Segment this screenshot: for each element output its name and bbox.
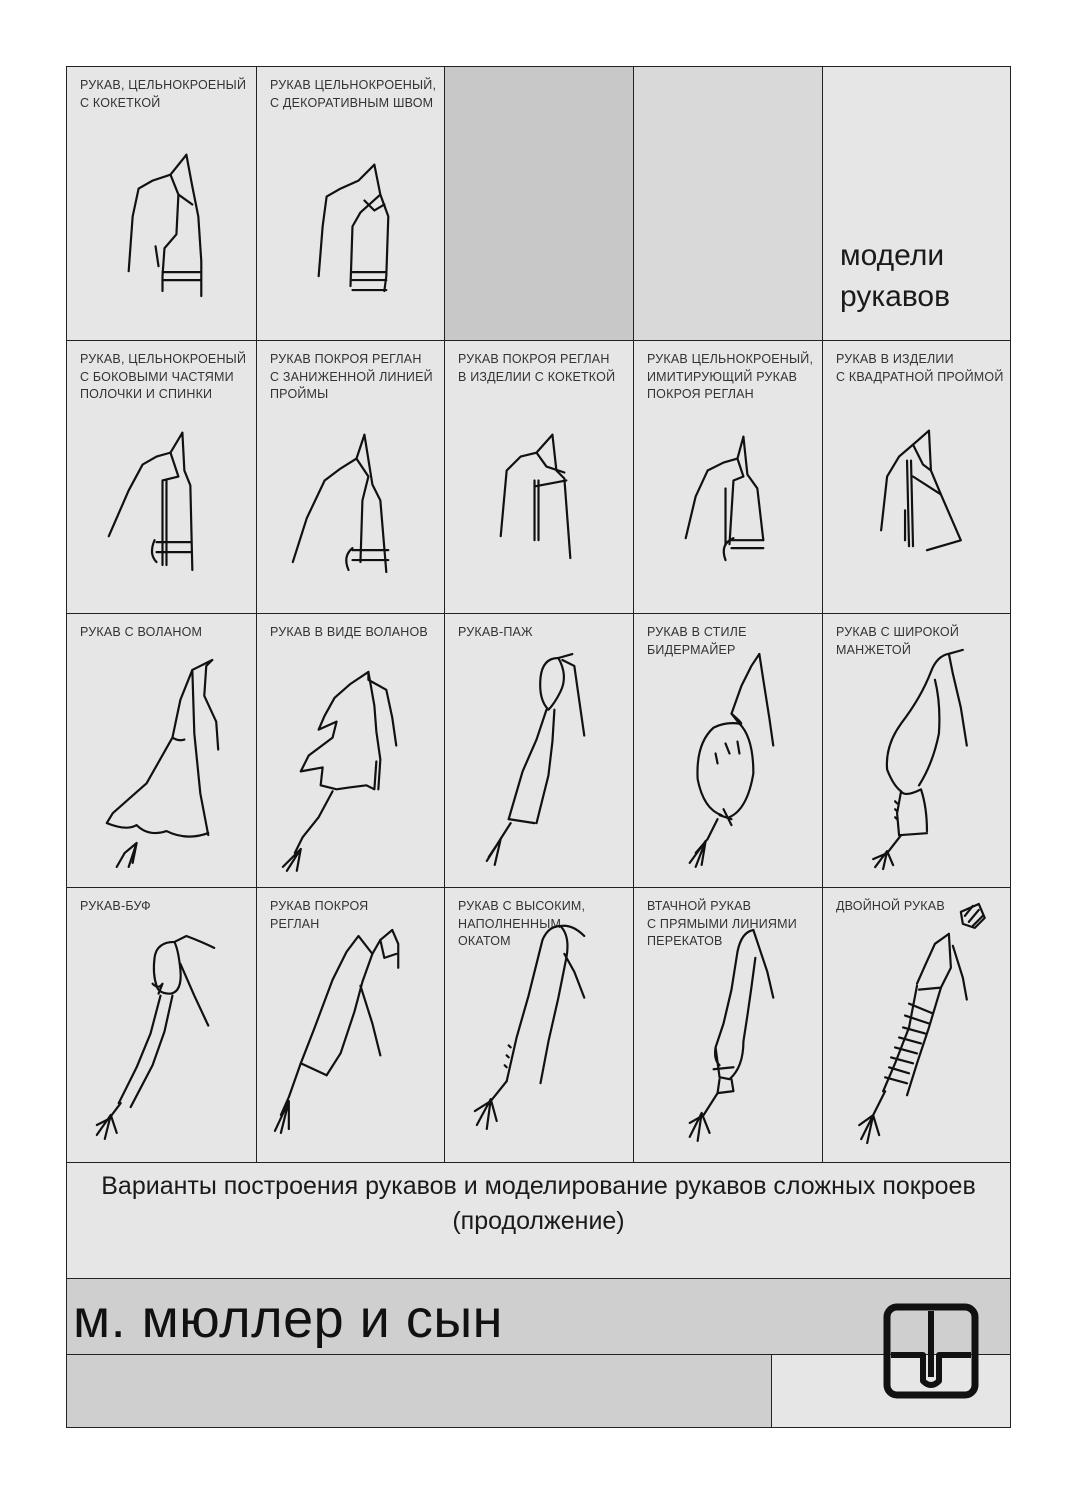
sleeve-sketch-icon — [445, 614, 633, 887]
sleeve-label: РУКАВ, ЦЕЛЬНОКРОЕНЫЙ С БОКОВЫМИ ЧАСТЯМИ ПОЛОЧКИ И СПИНКИ — [80, 352, 247, 401]
sleeve-card — [67, 67, 257, 341]
sleeve-card — [634, 341, 823, 614]
sleeve-label: РУКАВ-БУФ — [80, 899, 151, 913]
sleeve-card — [445, 888, 634, 1163]
sleeve-card — [257, 614, 445, 888]
sleeve-label: РУКАВ ПОКРОЯ РЕГЛАН — [270, 899, 369, 931]
sleeve-card — [67, 341, 257, 614]
sleeve-card — [634, 888, 823, 1163]
sleeve-label: РУКАВ С ШИРОКОЙ МАНЖЕТОЙ — [836, 625, 960, 657]
brand-name: м. мюллер и сын — [73, 1289, 503, 1349]
sleeve-sketch-icon — [823, 614, 1010, 887]
sleeve-sketch-icon — [634, 888, 822, 1162]
sleeve-card — [445, 341, 634, 614]
title-panel — [823, 67, 1010, 341]
sleeve-label: РУКАВ ПОКРОЯ РЕГЛАН С ЗАНИЖЕННОЙ ЛИНИЕЙ ПРОЙМЫ — [270, 352, 433, 401]
sleeve-sketch-icon — [257, 341, 444, 613]
sleeve-label: РУКАВ В ВИДЕ ВОЛАНОВ — [270, 625, 428, 639]
sleeve-label: ВТАЧНОЙ РУКАВ С ПРЯМЫМИ ЛИНИЯМИ ПЕРЕКАТОВ — [647, 899, 797, 948]
sleeve-label: РУКАВ, ЦЕЛЬНОКРОЕНЫЙ С КОКЕТКОЙ — [80, 78, 247, 110]
sleeve-label: РУКАВ В СТИЛЕ БИДЕРМАЙЕР — [647, 625, 747, 657]
sleeve-sketch-icon — [257, 614, 444, 887]
sleeve-label: ДВОЙНОЙ РУКАВ — [836, 899, 945, 913]
sleeve-label: РУКАВ В ИЗДЕЛИИ С КВАДРАТНОЙ ПРОЙМОЙ — [836, 352, 1004, 384]
sleeve-card — [445, 614, 634, 888]
brand-row — [67, 1279, 1010, 1355]
empty-panel — [634, 67, 823, 341]
sleeve-grid — [67, 67, 1010, 1163]
sleeve-sketch-icon — [67, 614, 256, 887]
sleeve-label: РУКАВ ЦЕЛЬНОКРОЕНЫЙ, С ДЕКОРАТИВНЫМ ШВОМ — [270, 78, 437, 110]
sleeve-label: РУКАВ С ВЫСОКИМ, НАПОЛНЕННЫМ ОКАТОМ — [458, 899, 586, 948]
sleeve-sketch-icon — [257, 888, 444, 1162]
sleeve-card — [823, 888, 1010, 1163]
sleeve-card — [634, 614, 823, 888]
sleeve-card — [257, 888, 445, 1163]
sleeve-sketch-icon — [67, 67, 256, 340]
sleeve-sketch-icon — [823, 341, 1010, 613]
sleeve-label: РУКАВ ЦЕЛЬНОКРОЕНЫЙ, ИМИТИРУЮЩИЙ РУКАВ ПОКРОЯ РЕГЛАН — [647, 352, 814, 401]
sleeve-card — [823, 614, 1010, 888]
sleeve-sketch-icon — [257, 67, 444, 340]
mueller-logo-icon — [883, 1303, 979, 1399]
sleeve-sketch-icon — [445, 888, 633, 1162]
sleeve-card — [257, 341, 445, 614]
page-caption: Варианты построения рукавов и моделирование рукавов сложных покроев (продолжение) — [67, 1163, 1010, 1279]
sleeve-card — [67, 888, 257, 1163]
footer-panel-left — [67, 1355, 772, 1427]
sleeve-label: РУКАВ-ПАЖ — [458, 625, 533, 639]
sleeve-sketch-icon — [634, 614, 822, 887]
models-title: модели рукавов — [840, 239, 951, 313]
page-sheet — [66, 66, 1011, 1428]
sleeve-sketch-icon — [67, 341, 256, 613]
sleeve-card — [823, 341, 1010, 614]
sleeve-card — [67, 614, 257, 888]
sleeve-label: РУКАВ ПОКРОЯ РЕГЛАН В ИЗДЕЛИИ С КОКЕТКОЙ — [458, 352, 616, 384]
sleeve-sketch-icon — [445, 341, 633, 613]
sleeve-card — [257, 67, 445, 341]
sleeve-sketch-icon — [823, 888, 1010, 1162]
sleeve-sketch-icon — [67, 888, 256, 1162]
sleeve-label: РУКАВ С ВОЛАНОМ — [80, 625, 203, 639]
sleeve-sketch-icon — [634, 341, 822, 613]
empty-panel — [445, 67, 634, 341]
